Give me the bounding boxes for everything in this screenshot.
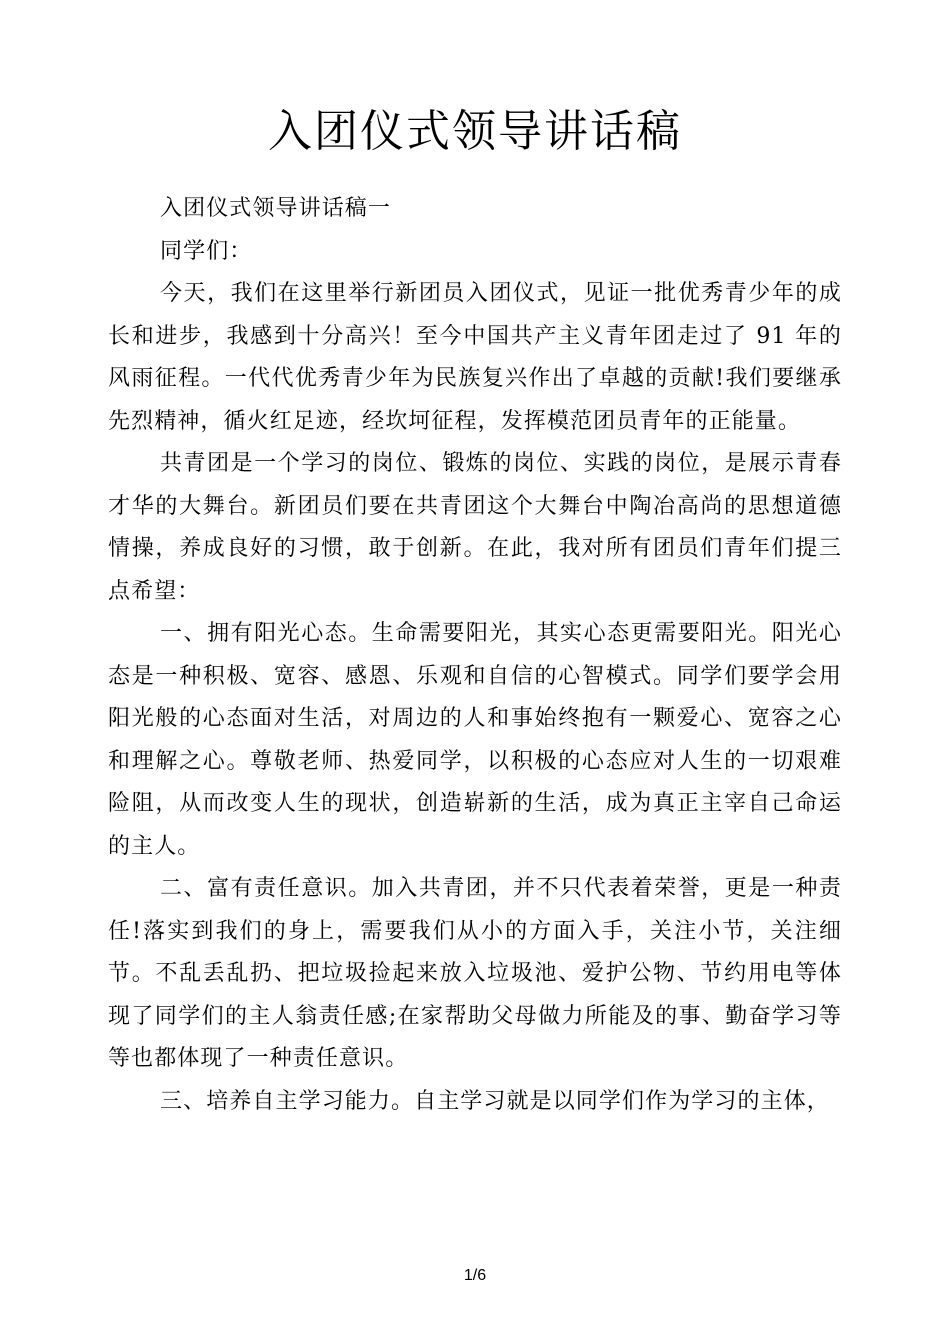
document-body bbox=[108, 188, 842, 1123]
paragraph: 二、富有责任意识。加入共青团，并不只代表着荣誉，更是一种责任!落实到我们的身上，需要我们从小的方面入手，关注小节，关注细节。不乱丢乱扔、把垃圾捡起来放入垃圾池、爱护公物、节约用电等体现了同学们的主人翁责任感;在家帮助父母做力所能及的事、勤奋学习等等也都体现了一种责任意识。 bbox=[108, 876, 842, 1071]
paragraph: 一、拥有阳光心态。生命需要阳光，其实心态更需要阳光。阳光心态是一种积极、宽容、感恩、乐观和自信的心智模式。同学们要学会用阳光般的心态面对生活，对周边的人和事始终抱有一颗爱心、宽容之心和理解之心。尊敬老师、热爱同学，以积极的心态应对人生的一切艰难险阻，从而改变人生的现状，创造崭新的生活，成为真正主宰自己命运的主人。 bbox=[108, 621, 842, 859]
paragraph: 三、培养自主学习能力。自主学习就是以同学们作为学习的主体， bbox=[160, 1088, 830, 1114]
paragraph: 今天，我们在这里举行新团员入团仪式，见证一批优秀青少年的成长和进步，我感到十分高兴！至今中国共产主义青年团走过了 91 年的风雨征程。一代代优秀青少年为民族复兴作出了卓越的贡献!我们要继承先烈精神，循火红足迹，经坎坷征程，发挥模范团员青年的正能量。 bbox=[108, 281, 842, 434]
salutation: 同学们： bbox=[160, 238, 253, 264]
paragraph: 共青团是一个学习的岗位、锻炼的岗位、实践的岗位，是展示青春才华的大舞台。新团员们要在共青团这个大舞台中陶冶高尚的思想道德情操，养成良好的习惯，敢于创新。在此，我对所有团员们青年们提三点希望： bbox=[108, 451, 842, 604]
section-heading: 入团仪式领导讲话稿一 bbox=[160, 196, 392, 221]
page-number: 1/6 bbox=[463, 1267, 487, 1284]
document-title: 入团仪式领导讲话稿 bbox=[268, 106, 682, 157]
